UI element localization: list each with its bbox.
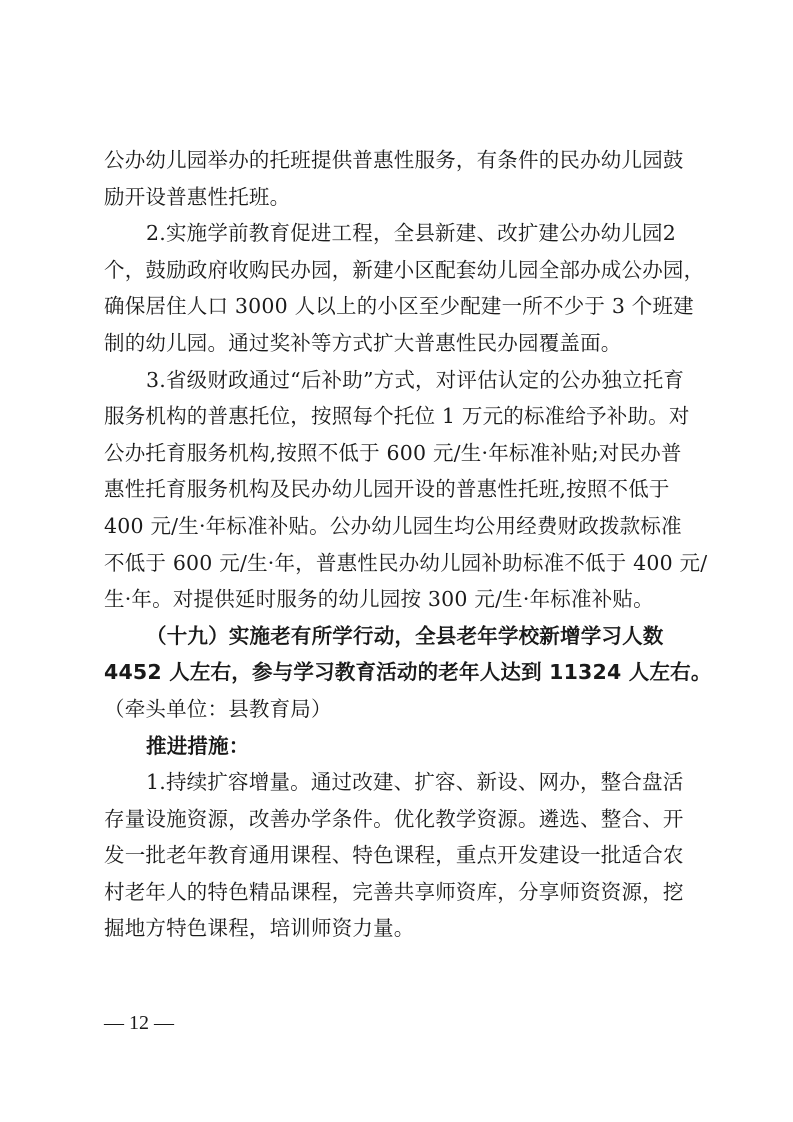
text-line: 服务机构的普惠托位，按照每个托位 1 万元的标准给予补助。对 — [104, 404, 690, 429]
text-line: 1.持续扩容增量。通过改建、扩容、新设、网办，整合盘活 — [146, 770, 684, 795]
text-line: 不低于 600 元/生·年，普惠性民办幼儿园补助标准不低于 400 元/ — [104, 550, 708, 575]
text-line: 推进措施： — [146, 733, 250, 758]
text-line: 确保居住人口 3000 人以上的小区至少配建一所不少于 3 个班建 — [104, 294, 694, 319]
text-line: 励开设普惠性托班。 — [104, 184, 291, 209]
text-line: （十九）实施老有所学行动，全县老年学校新增学习人数 — [146, 623, 664, 648]
text-line: 公办幼儿园举办的托班提供普惠性服务，有条件的民办幼儿园鼓 — [104, 148, 684, 172]
document-body — [104, 142, 712, 947]
text-line: 掘地方特色课程，培训师资力量。 — [104, 916, 415, 941]
text-line: 个，鼓励政府收购民办园，新建小区配套幼儿园全部办成公办园， — [104, 257, 705, 282]
text-line: （牵头单位：县教育局） — [104, 696, 332, 721]
page-number: — 12 — — [104, 1012, 174, 1034]
text-line: 发一批老年教育通用课程、特色课程，重点开发建设一批适合农 — [104, 843, 684, 868]
text-line: 村老年人的特色精品课程，完善共享师资库，分享师资资源，挖 — [104, 879, 684, 904]
text-line: 制的幼儿园。通过奖补等方式扩大普惠性民办园覆盖面。 — [104, 330, 622, 355]
text-line: 400 元/生·年标准补贴。公办幼儿园生均公用经费财政拨款标准 — [104, 513, 682, 538]
text-line: 生·年。对提供延时服务的幼儿园按 300 元/生·年标准补贴。 — [104, 587, 654, 612]
text-line: 4452 人左右，参与学习教育活动的老年人达到 11324 人左右。 — [104, 660, 712, 685]
text-line: 2.实施学前教育促进工程，全县新建、改扩建公办幼儿园2 — [146, 221, 677, 246]
text-line: 公办托育服务机构,按照不低于 600 元/生·年标准补贴;对民办普 — [104, 440, 682, 465]
text-line: 3.省级财政通过“后补助”方式，对评估认定的公办独立托育 — [146, 367, 685, 392]
text-line: 存量设施资源，改善办学条件。优化教学资源。遴选、整合、开 — [104, 806, 684, 831]
text-line: 惠性托育服务机构及民办幼儿园开设的普惠性托班,按照不低于 — [104, 477, 670, 502]
